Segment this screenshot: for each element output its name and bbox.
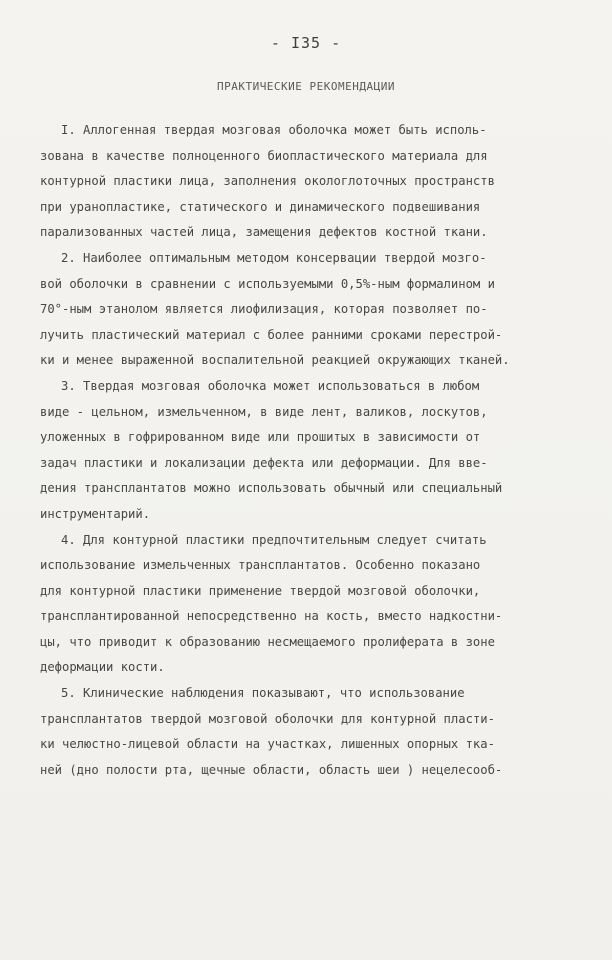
text-line: инструментарий.: [40, 506, 151, 521]
text-line: 70°-ным этанолом является лиофилизация, которая позволяет по-: [40, 302, 488, 317]
text-line: при уранопластике, статического и динамического подвешивания: [40, 199, 481, 214]
paragraph-first-line: 5. Клинические наблюдения показывают, что использование: [61, 686, 465, 701]
text-line: ней (дно полости рта, щечные области, область шеи ) нецелесооб-: [40, 762, 503, 777]
text-line: трансплантированной непосредственно на кость, вместо надкостни-: [40, 609, 503, 624]
text-line: дения трансплантатов можно использовать обычный или специальный: [40, 481, 503, 496]
body-text: [40, 118, 588, 783]
text-line: зована в качестве полноценного биопластического материала для: [40, 148, 488, 163]
text-line: деформации кости.: [40, 660, 165, 675]
text-line: для контурной пластики применение твердой мозговой оболочки,: [40, 583, 481, 598]
paragraph-first-line: I. Аллогенная твердая мозговая оболочка может быть исполь-: [61, 123, 487, 137]
text-line: уложенных в гофрированном виде или прошитых в зависимости от: [40, 430, 481, 445]
text-line: парализованных частей лица, замещения дефектов костной ткани.: [40, 225, 488, 240]
text-line: цы, что приводит к образованию несмещаемого пролиферата в зоне: [40, 634, 495, 649]
text-line: задач пластики и локализации дефекта или деформации. Для вве-: [40, 455, 488, 470]
text-line: использование измельченных трансплантатов. Особенно показано: [40, 558, 481, 573]
paragraph-first-line: 2. Наиболее оптимальным методом консервации твердой мозго-: [61, 250, 487, 265]
paragraph-first-line: 3. Твердая мозговая оболочка может использоваться в любом: [61, 378, 480, 393]
page-number: - I35 -: [270, 34, 342, 52]
text-line: вой оболочки в сравнении с используемыми 0,5%-ным формалином и: [40, 276, 495, 291]
text-line: контурной пластики лица, заполнения окологлоточных пространств: [40, 174, 495, 189]
text-line: виде - цельном, измельченном, в виде лент, валиков, лоскутов,: [40, 404, 488, 419]
text-line: лучить пластический материал с более ранними сроками перестрой-: [40, 327, 503, 342]
section-heading: ПРАКТИЧЕСКИЕ РЕКОМЕНДАЦИИ: [216, 80, 396, 93]
text-line: ки и менее выраженной воспалительной реакцией окружающих тканей.: [40, 353, 510, 368]
paragraph-first-line: 4. Для контурной пластики предпочтительным следует считать: [61, 532, 487, 547]
text-line: трансплантатов твердой мозговой оболочки для контурной пласти-: [40, 711, 495, 726]
text-line: ки челюстно-лицевой области на участках, лишенных опорных тка-: [40, 737, 495, 752]
